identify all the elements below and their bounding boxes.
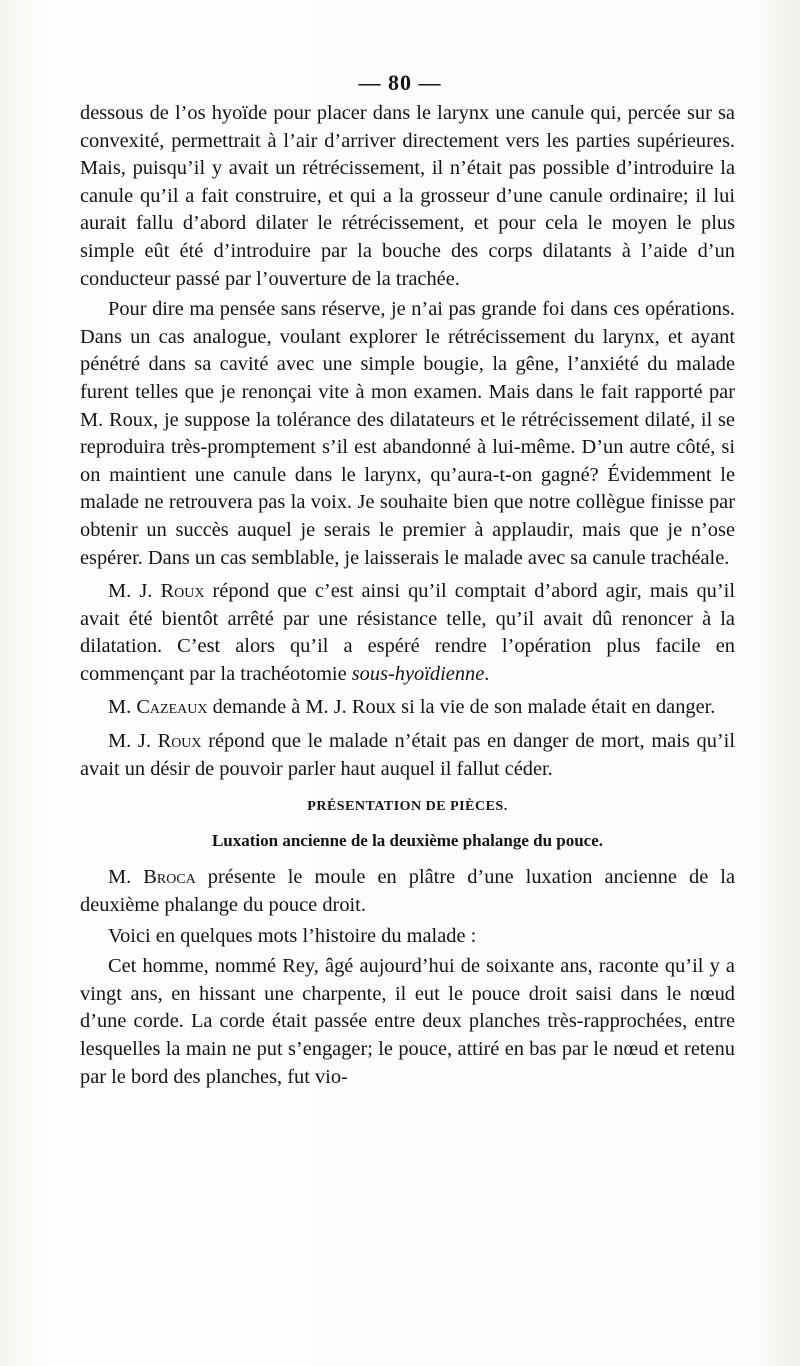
reply-text: répond que le malade n’était pas en danger de mort, mais qu’il avait un désir de pouvoir parler haut auquel il fallut céder. <box>80 730 736 780</box>
speaker-name: M. J. Roux <box>108 580 205 603</box>
text-body <box>80 100 735 1091</box>
reply-text-end: . <box>484 662 490 685</box>
paragraph-continuation: dessous de l’os hyoïde pour placer dans le larynx une canule qui, percée sur sa convexité, permettrait à l’air d’arriver directement vers les parties supérieures. Mais, puisqu’il y avait un rétrécissement, il n’était pas possible d’introduire la canule qu’il a fait construire, et qui a la grosseur d’une canule ordinaire; il lui aurait fallu d’abord dilater le rétrécissement, et pour cela le moyen le plus simple eût été d’introduire par la bouche des corps dilatants à l’aide d’un conducteur passé par l’ouverture de la trachée. <box>80 102 735 290</box>
paragraph-cazeaux-question <box>80 694 735 722</box>
paragraph-roux-second-reply <box>80 728 735 783</box>
question-text: demande à M. J. Roux si la vie de son malade était en danger. <box>207 696 716 719</box>
broca-text: présente le moule en plâtre d’une luxation ancienne de la deuxième phalange du pouce droit. <box>80 866 736 917</box>
paragraph-opinion: Pour dire ma pensée sans réserve, je n’ai pas grande foi dans ces opérations. Dans un cas analogue, voulant explorer le rétrécissement du larynx, et ayant pénétré dans sa cavité avec une simple bougie, la gêne, l’anxiété du malade furent telles que je renonçai vite à mon examen. Mais dans le fait rapporté par M. Roux, je suppose la tolérance des dilatateurs et le rétrécissement dilaté, il se reproduira très-promptement s’il est abandonné à lui-même. D’un autre côté, si on maintient une canule dans le larynx, qu’aura-t-on gagné? Évidemment le malade ne retrouvera pas la voix. Je souhaite bien que notre collègue finisse par obtenir un succès auquel je serais le premier à applaudir, mais que je n’ose espérer. Dans un cas semblable, je laisserais le malade avec sa canule trachéale. <box>80 298 735 569</box>
paragraph-history-intro: Voici en quelques mots l’histoire du malade : <box>108 924 477 947</box>
reply-text: répond que c’est ainsi qu’il comptait d’abord agir, mais qu’il avait été bientôt arrêté par une résistance telle, qu’il avait dû renoncer à la dilatation. C’est alors qu’il a espéré rendre l’opération plus facile en commençant par la trachéotomie <box>80 580 735 685</box>
speaker-name: M. J. Roux <box>108 730 202 753</box>
section-heading: PRÉSENTATION DE PIÈCES. <box>307 799 508 815</box>
speaker-name: M. Broca <box>108 866 196 889</box>
speaker-name: M. Cazeaux <box>108 696 208 719</box>
emphasis-text: sous-hyoïdienne <box>351 662 485 685</box>
subsection-heading: Luxation ancienne de la deuxième phalange du pouce. <box>211 830 604 850</box>
paragraph-roux-reply <box>80 578 735 688</box>
paragraph-broca <box>80 864 735 919</box>
paragraph-history: Cet homme, nommé Rey, âgé aujourd’hui de soixante ans, raconte qu’il y a vingt ans, en hissant une charpente, il eut le pouce droit saisi dans le nœud d’une corde. La corde était passée entre deux planches très-rapprochées, entre lesquelles la main ne put s’engager; le pouce, attiré en bas par le nœud et retenu par le bord des planches, fut vio- <box>80 955 735 1088</box>
page-number: — 80 — <box>358 70 442 95</box>
